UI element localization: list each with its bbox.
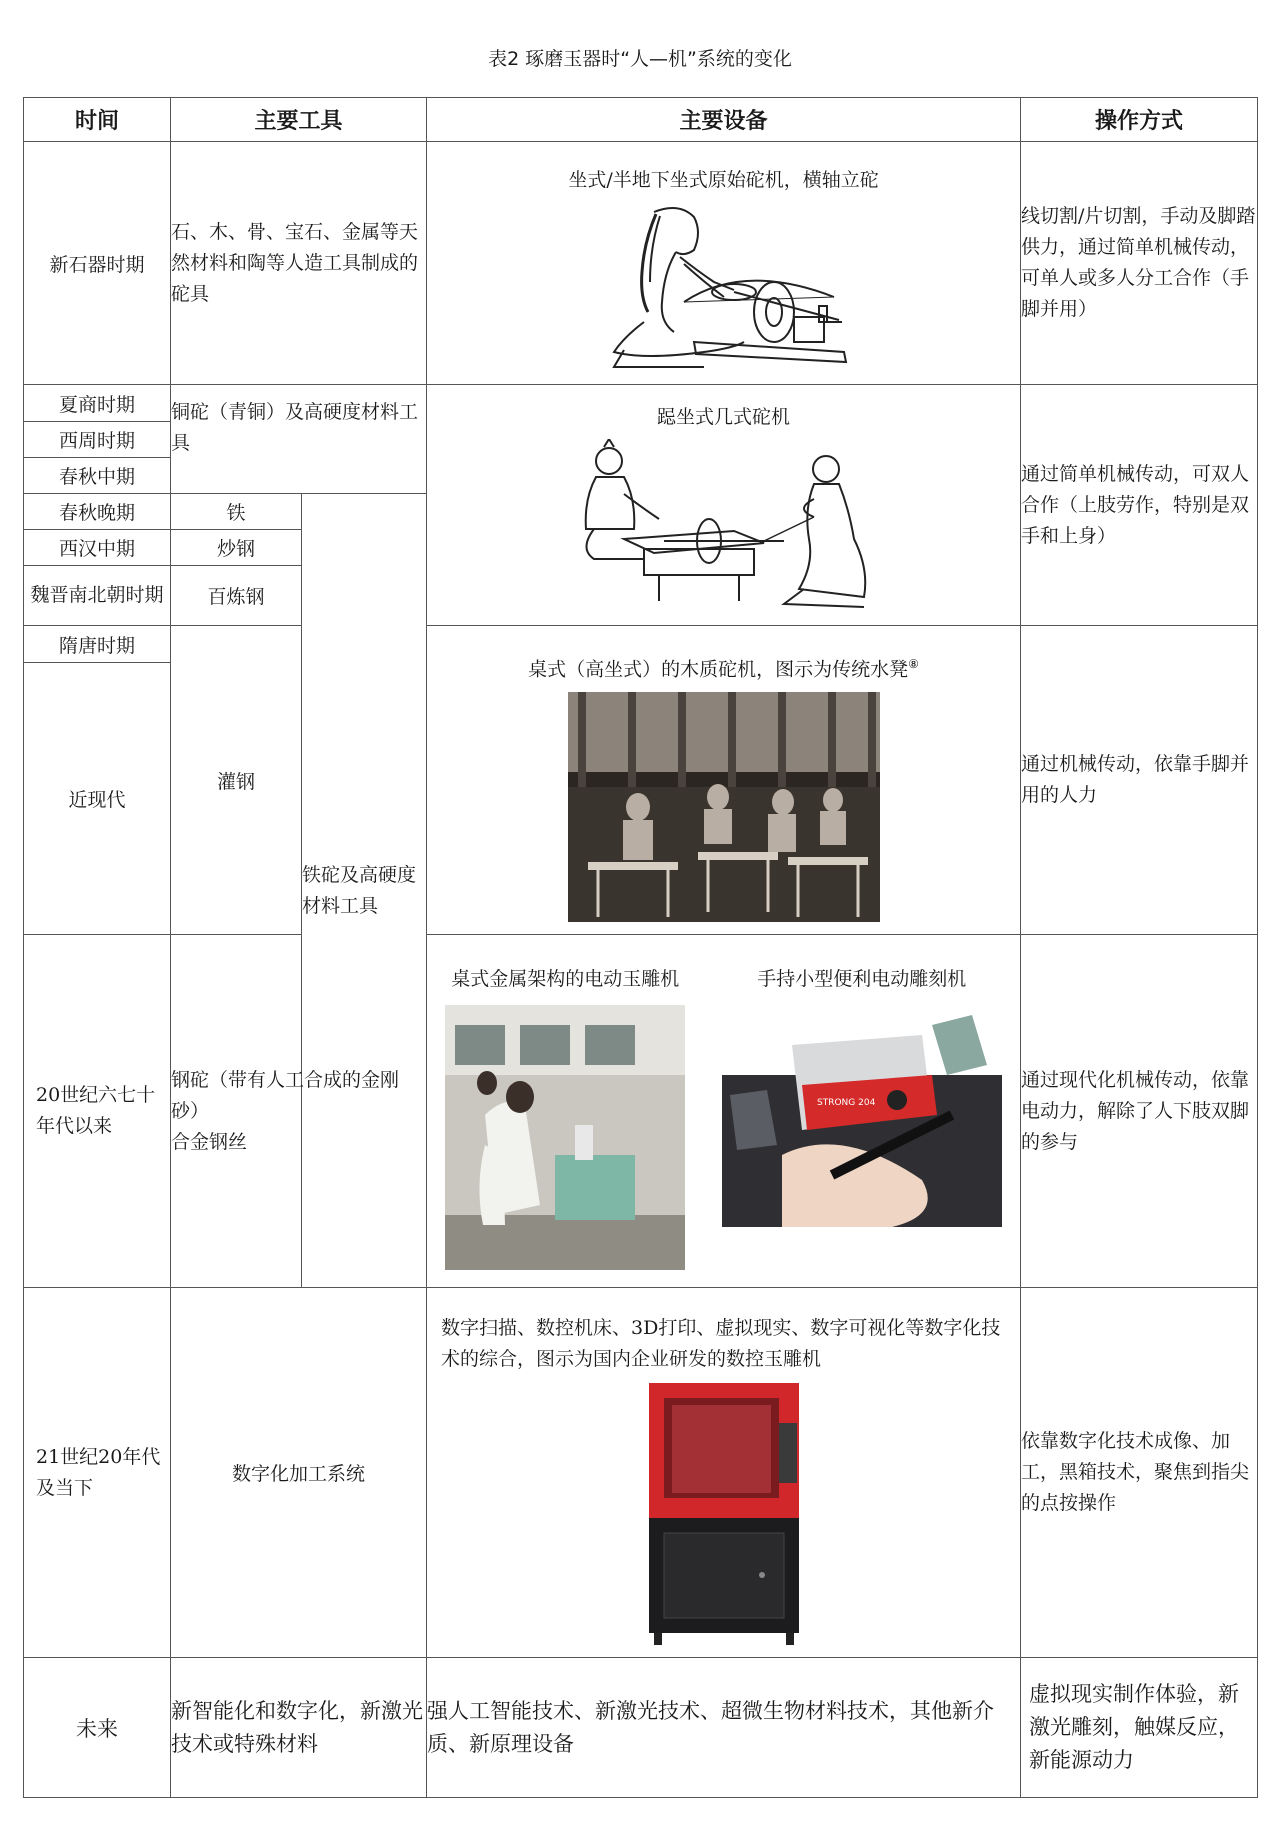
- period-xiashang: 夏商时期: [24, 385, 171, 422]
- equipment-caption: 数字扫描、数控机床、3D打印、虚拟现实、数字可视化等数字化技术的综合，图示为国内企业研发的数控玉雕机: [441, 1316, 1001, 1370]
- kneeling-grinder-illustration: [564, 439, 884, 619]
- equipment-caption: 坐式/半地下坐式原始砣机，横轴立砣: [568, 169, 879, 191]
- tool-guangang: 灌钢: [171, 626, 302, 935]
- equipment-future: 强人工智能技术、新激光技术、超微生物材料技术，其他新介质、新原理设备: [427, 1658, 1021, 1798]
- period-c20: 20世纪六七十年代以来: [24, 935, 171, 1288]
- table-row: [24, 142, 1258, 385]
- equipment-bench: [427, 626, 1021, 935]
- tool-iron: 铁: [171, 494, 302, 530]
- tool-bronze: 铜砣（青铜）及高硬度材料工具: [171, 385, 427, 494]
- period-chunqiu-late: 春秋晚期: [24, 494, 171, 530]
- operation-kneel: 通过简单机械传动，可双人合作（上肢劳作，特别是双手和上身）: [1021, 385, 1258, 626]
- table-row: [24, 1658, 1258, 1798]
- operation-neolithic: 线切割/片切割，手动及脚踏供力，通过简单机械传动，可单人或多人分工合作（手脚并用）: [1021, 142, 1258, 385]
- equipment-kneel: [427, 385, 1021, 626]
- operation-c20: 通过现代化机械传动，依靠电动力，解除了人下肢双脚的参与: [1021, 935, 1258, 1288]
- tool-iron-group: 铁砣及高硬度材料工具: [302, 494, 427, 1288]
- header-tools: 主要工具: [171, 98, 427, 142]
- period-xihan-mid: 西汉中期: [24, 530, 171, 566]
- seated-grinder-illustration: [584, 202, 864, 372]
- equipment-caption-text: 桌式（高坐式）的木质砣机，图示为传统水凳: [528, 658, 909, 681]
- tool-c20-line2: 合金钢丝: [171, 1130, 248, 1153]
- equipment-c21: [427, 1288, 1021, 1658]
- equipment-caption: [427, 650, 1020, 683]
- table-row: [24, 626, 1258, 663]
- jade-carving-table: [23, 97, 1258, 1798]
- period-future: 未来: [24, 1658, 171, 1798]
- device-brand: STRONG 204: [816, 1097, 876, 1108]
- table-row: [24, 385, 1258, 422]
- tool-neolithic: 石、木、骨、宝石、金属等天然材料和陶等人造工具制成的砣具: [171, 142, 427, 385]
- period-neolithic: 新石器时期: [24, 142, 171, 385]
- tool-c20: [171, 935, 427, 1288]
- tool-future: 新智能化和数字化，新激光技术或特殊材料: [171, 1658, 427, 1798]
- header-equipment: 主要设备: [427, 98, 1021, 142]
- header-time: 时间: [24, 98, 171, 142]
- operation-bench: 通过机械传动，依靠手脚并用的人力: [1021, 626, 1258, 935]
- header-row: [24, 98, 1258, 142]
- footnote-mark: ⑧: [908, 657, 919, 672]
- equipment-caption: 手持小型便利电动雕刻机: [757, 967, 967, 990]
- table-row: [24, 935, 1258, 1288]
- table-row: [24, 1288, 1258, 1658]
- electric-carving-photo: [445, 1005, 685, 1270]
- operation-c21: 依靠数字化技术成像、加工，黑箱技术，聚焦到指尖的点按操作: [1021, 1288, 1258, 1658]
- equipment-c20: [427, 935, 1021, 1288]
- equipment-caption: 桌式金属架构的电动玉雕机: [451, 967, 680, 990]
- equipment-neolithic: [427, 142, 1021, 385]
- period-xizhou: 西周时期: [24, 422, 171, 458]
- period-chunqiu-mid: 春秋中期: [24, 458, 171, 494]
- header-operation: 操作方式: [1021, 98, 1258, 142]
- workshop-photo: [568, 692, 880, 922]
- tool-c21: 数字化加工系统: [171, 1288, 427, 1658]
- period-suitang: 隋唐时期: [24, 626, 171, 663]
- tool-c20-line1: 钢砣（带有人工合成的金刚砂）: [171, 1068, 400, 1122]
- operation-future: 虚拟现实制作体验，新激光雕刻，触媒反应，新能源动力: [1021, 1658, 1258, 1798]
- table-caption: 表2 琢磨玉器时“人—机”系统的变化: [488, 48, 792, 70]
- period-c21: 21世纪20年代及当下: [24, 1288, 171, 1658]
- period-weijin: 魏晋南北朝时期: [24, 566, 171, 626]
- period-modern: 近现代: [24, 663, 171, 935]
- tool-bailiangang: 百炼钢: [171, 566, 302, 626]
- cnc-jade-machine-photo: [644, 1383, 804, 1645]
- tool-chaogang: 炒钢: [171, 530, 302, 566]
- handheld-engraver-photo: [722, 1005, 1002, 1227]
- equipment-caption: 跽坐式几式砣机: [657, 406, 791, 428]
